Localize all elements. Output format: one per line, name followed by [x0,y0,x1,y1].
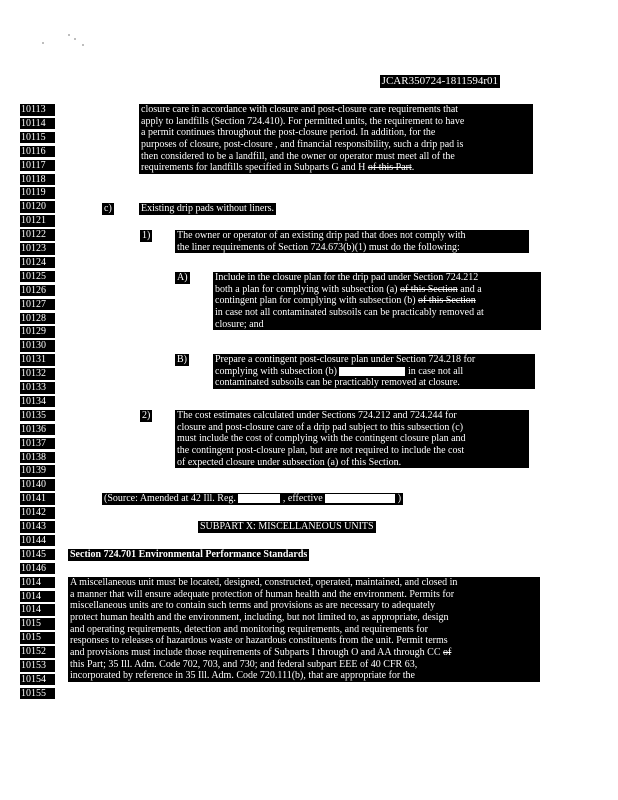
text-line: incorporated by reference in 35 Ill. Adm. Code 720.111(b), that are appropriate for the [70,670,415,682]
text-line: (Source: Amended at 42 Ill. Reg. , effective ) [104,493,402,504]
text-line: requirements for landfills specified in Subparts G and H of this Part. [141,162,415,174]
subpart-heading [198,521,376,533]
text-line: Section 724.701 Environmental Performance Standards [70,549,308,560]
line-number: 10134 [20,396,55,408]
line-number: 10139 [20,465,55,477]
line-number: 1014 [20,577,55,589]
text-line: contingent plan for complying with subsection (b) of this Section [215,295,476,307]
speck [82,44,84,46]
line-number: 1015 [20,632,55,644]
line-number: 10155 [20,688,55,700]
blank-redaction [339,367,405,376]
struck-text: of this Section [399,283,458,295]
text-line: then considered to be a landfill, and the owner or operator must meet all of the [141,150,455,162]
line-number: 10124 [20,257,55,269]
line-number: 10120 [20,201,55,213]
text-line: Include in the closure plan for the drip pad under Section 724.212 [215,272,479,283]
text-line: and provisions must include those requirements of Subparts I through O and AA through CC of [70,646,452,658]
document-code: JCAR350724-1811594r01 [381,75,498,87]
line-number: 10138 [20,452,55,464]
source-note [102,493,403,505]
text-line: contaminated subsoils can be practicably removed at closure. [215,377,460,389]
struck-text: of this Part [367,162,412,174]
line-number: 10127 [20,299,55,311]
line-number: 10153 [20,660,55,672]
line-number: 10116 [20,146,55,158]
text-line: The cost estimates calculated under Sections 724.212 and 724.244 for [177,410,457,421]
line-number: 10142 [20,507,55,519]
subsection-c-marker: c) [104,203,112,214]
line-number: 10114 [20,118,55,130]
speck [68,34,70,36]
text-line: complying with subsection (b) in case not all [215,365,464,377]
text-line: and operating requirements, detection and monitoring requirements, and requirements for [70,623,428,635]
subsection-2-marker: 2) [142,410,151,421]
text-line: must include the cost of complying with the contingent closure plan and [177,433,466,445]
text-line: both a plan for complying with subsection (a) of this Section and a [215,283,482,295]
blank-redaction [238,494,280,503]
struck-text: of this Section [418,295,476,307]
subsection-2-text [175,410,529,468]
text-line: a permit continues throughout the post-closure period. In addition, for the [141,127,436,139]
line-number: 10115 [20,132,55,144]
line-number: 10154 [20,674,55,686]
line-number: 10117 [20,160,55,172]
line-number: 10141 [20,493,55,505]
scan-specks [30,28,90,48]
subsection-1-marker: 1) [142,230,151,241]
line-number: 10123 [20,243,55,255]
line-number: 10125 [20,271,55,283]
closure-paragraph [139,104,533,174]
line-number: 10119 [20,187,55,199]
subsection-B-text [213,354,535,389]
subsection-B-marker: B) [177,354,187,365]
text-line: miscellaneous units are to contain such terms and provisions as are necessary to adequately [70,600,436,612]
text-line: a manner that will ensure adequate protection of human health and the environment. Permits for [70,588,455,600]
section-heading [68,549,309,561]
line-number: 10126 [20,285,55,297]
line-number: 10121 [20,215,55,227]
environmental-standards-paragraph [68,577,540,682]
text-line: in case not all contaminated subsoils can be practicably removed at [215,306,484,318]
speck [42,42,44,44]
subsection-c-title [139,203,276,215]
line-number: 1014 [20,604,55,616]
line-number: 10146 [20,563,55,575]
line-number: 1015 [20,618,55,630]
line-number: 10130 [20,340,55,352]
line-number: 10143 [20,521,55,533]
subsection-1-text [175,230,529,253]
text-line: apply to landfills (Section 724.410). For permitted units, the requirement to have [141,115,465,127]
blank-redaction [325,494,395,503]
text-line: purposes of closure, post-closure , and financial responsibility, such a drip pad is [141,138,464,150]
text-line: closure; and [215,318,264,330]
line-number: 10113 [20,104,55,116]
text-line: the liner requirements of Section 724.673(b)(1) must do the following: [177,241,460,253]
text-line: this Part; 35 Ill. Adm. Code 702, 703, and 730; and federal subpart EEE of 40 CFR 63, [70,658,418,670]
text-line: The owner or operator of an existing drip pad that does not comply with [177,230,466,241]
line-number: 10133 [20,382,55,394]
text-line: Prepare a contingent post-closure plan under Section 724.218 for [215,354,476,365]
text-line: SUBPART X: MISCELLANEOUS UNITS [200,521,374,532]
line-number: 10129 [20,326,55,338]
text-line: responses to releases of hazardous waste or hazardous constituents from the unit. Permit terms [70,635,448,647]
line-number: 10128 [20,313,55,325]
text-line: of expected closure under subsection (a) of this Section. [177,456,402,468]
struck-text: of [443,646,452,658]
line-number: 10135 [20,410,55,422]
text-line: closure care in accordance with closure and post-closure care requirements that [141,104,459,115]
line-number: 10132 [20,368,55,380]
line-number: 10122 [20,229,55,241]
line-number: 10131 [20,354,55,366]
text-line: the contingent post-closure plan, but are not required to include the cost [177,444,465,456]
line-number: 10118 [20,174,55,186]
subsection-A-marker: A) [177,272,188,283]
line-number: 10137 [20,438,55,450]
text-line: closure and post-closure care of a drip pad subject to this subsection (c) [177,421,464,433]
text-line: protect human health and the environment, including, but not limited to, as appropriate, design [70,611,449,623]
line-number: 10152 [20,646,55,658]
subsection-A-text [213,272,541,330]
line-number: 10145 [20,549,55,561]
text-line: A miscellaneous unit must be located, designed, constructed, operated, maintained, and closed in [70,577,458,588]
line-number: 1014 [20,591,55,603]
line-number: 10140 [20,479,55,491]
line-number: 10136 [20,424,55,436]
line-number: 10144 [20,535,55,547]
speck [74,38,76,40]
text-line: Existing drip pads without liners. [141,203,275,214]
